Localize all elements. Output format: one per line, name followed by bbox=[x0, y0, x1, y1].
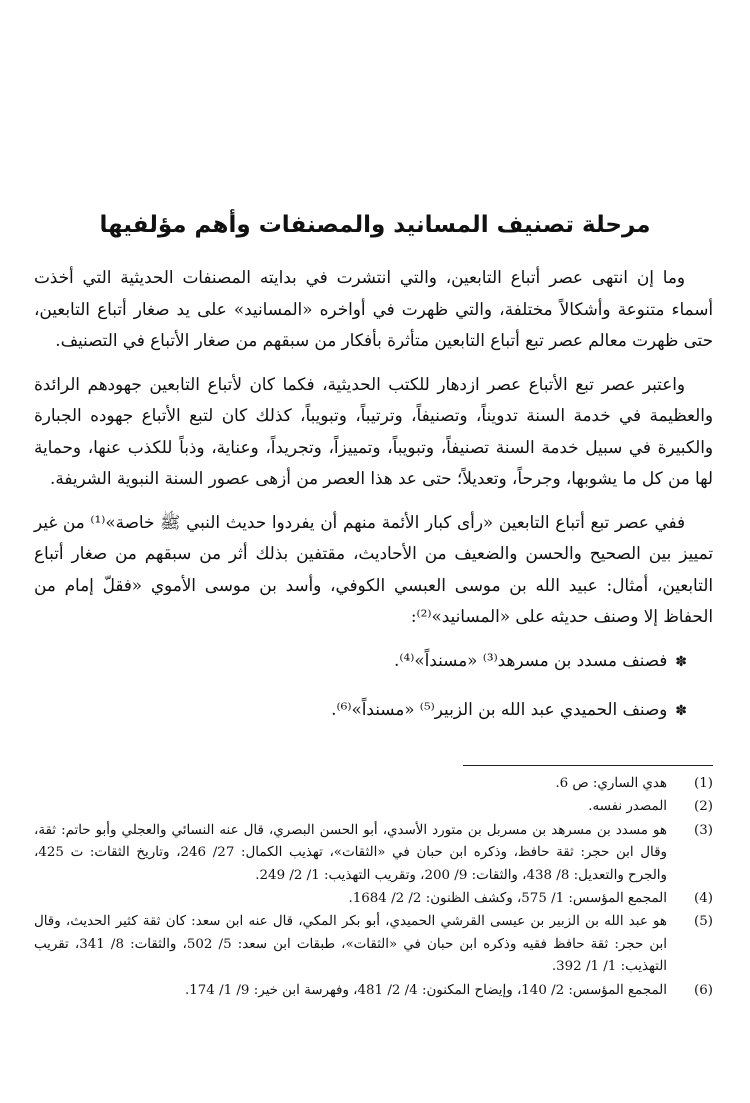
footnote-number: (4) bbox=[694, 891, 713, 907]
footnote-number: (6) bbox=[694, 982, 713, 998]
footnote-text: هو مسدد بن مسرهد بن مسربل بن متورد الأسدي، أبو الحسن البصري، قال عنه النسائي والعجلي وأبو حاتم: ثقة، وقال ابن حجر: ثقة حافظ، وذكره ابن حبان في «الثقات»، تهذيب الكمال: 27/ 246، وتاريخ الثقات: ت 425، والجرح والتعديل: 8/ 438، والثقات: 9/ 200، وتقريب التهذيب: 1/ 2/ 249. bbox=[34, 822, 667, 883]
footnote bbox=[34, 980, 713, 1002]
main-text bbox=[34, 262, 713, 744]
footnote-text: المصدر نفسه. bbox=[588, 799, 667, 815]
footnote-number: (2) bbox=[694, 799, 713, 815]
footnote bbox=[34, 773, 713, 795]
paragraph: ففي عصر تبع أتباع التابعين «رأى كبار الأئمة منهم أن يفردوا حديث النبي ﷺ خاصة»⁽¹⁾ من غير تمييز بين الصحيح والحسن والضعيف من الأحاديث، مقتفين بذلك أثر من سبقهم من صغار أتباع التابعين، أمثال: عبيد الله بن موسى العبسي الكوفي، وأسد بن موسى الأموي «فقلّ إمام من الحفاظ إلا وصنف حديثه على «المسانيد»⁽²⁾: bbox=[34, 511, 713, 626]
footnotes bbox=[34, 773, 713, 1003]
footnote-divider bbox=[463, 765, 713, 766]
bullet-text: وصنف الحميدي عبد الله بن الزبير⁽⁵⁾ «مسنداً»⁽⁶⁾. bbox=[331, 699, 668, 719]
footnote-text: هو عبد الله بن الزبير بن عيسى القرشي الحميدي، أبو بكر المكي، قال عنه ابن سعد: كان ثقة كثير الحديث، وقال ابن حجر: ثقة حافظ فقيه وذكره ابن حبان في «الثقات»، طبقات ابن سعد: 5/ 502، والثقات: 8/ 341، تقريب التهذيب: 1/ 1/ 392. bbox=[34, 914, 668, 975]
footnote-number: (5) bbox=[694, 914, 713, 930]
footnote-text: المجمع المؤسس: 2/ 140، وإيضاح المكنون: 4/ 2/ 481، وفهرسة ابن خير: 9/ 1/ 174. bbox=[185, 982, 667, 998]
footnote bbox=[34, 888, 713, 910]
paragraph: واعتبر عصر تبع الأتباع عصر ازدهار للكتب الحديثية، فكما كان لأتباع التابعين جهودهم الرائدة والعظيمة في خدمة السنة تدويناً، وتصنيفاً، وترتيباً، وتبويباً، كذلك كان لتبع الأتباع جهوده الجبارة والكبيرة في سبيل خدمة السنة تصنيفاً، وتبويباً، وتمييزاً، وتجريداً، وعناية، وذباً للكذب عنها، وحماية لها من كل ما يشوبها، وجرحاً، وتعديلاً؛ حتى عد هذا العصر من أزهى عصور السنة النبوية الشريفة. bbox=[34, 373, 713, 488]
footnote-number: (3) bbox=[694, 822, 713, 838]
footnote bbox=[34, 796, 713, 818]
footnote bbox=[34, 820, 713, 887]
bullet-text: فصنف مسدد بن مسرهد⁽³⁾ «مسنداً»⁽⁴⁾. bbox=[394, 649, 668, 670]
footnote-number: (1) bbox=[694, 776, 713, 791]
footnote-text: هدي الساري: ص 6. bbox=[555, 776, 667, 791]
bullet-list bbox=[34, 645, 713, 728]
bullet-item bbox=[34, 645, 687, 679]
page-title: مرحلة تصنيف المسانيد والمصنفات وأهم مؤلفيها bbox=[99, 212, 651, 238]
bullet-item bbox=[34, 694, 687, 728]
paragraph: وما إن انتهى عصر أتباع التابعين، والتي انتشرت في بدايته المصنفات الحديثية التي أخذت أسماء متنوعة وأشكالاً مختلفة، والتي ظهرت في أواخره «المسانيد» على يد صغار أتباع التابعين، حتى ظهرت معالم عصر تبع أتباع التابعين متأثرة بأفكار من سبقهم من صغار الأتباع في التصنيف. bbox=[34, 267, 713, 350]
footnote-text: المجمع المؤسس: 1/ 575، وكشف الظنون: 2/ 2/ 1684. bbox=[348, 891, 667, 907]
footnote bbox=[34, 911, 713, 978]
